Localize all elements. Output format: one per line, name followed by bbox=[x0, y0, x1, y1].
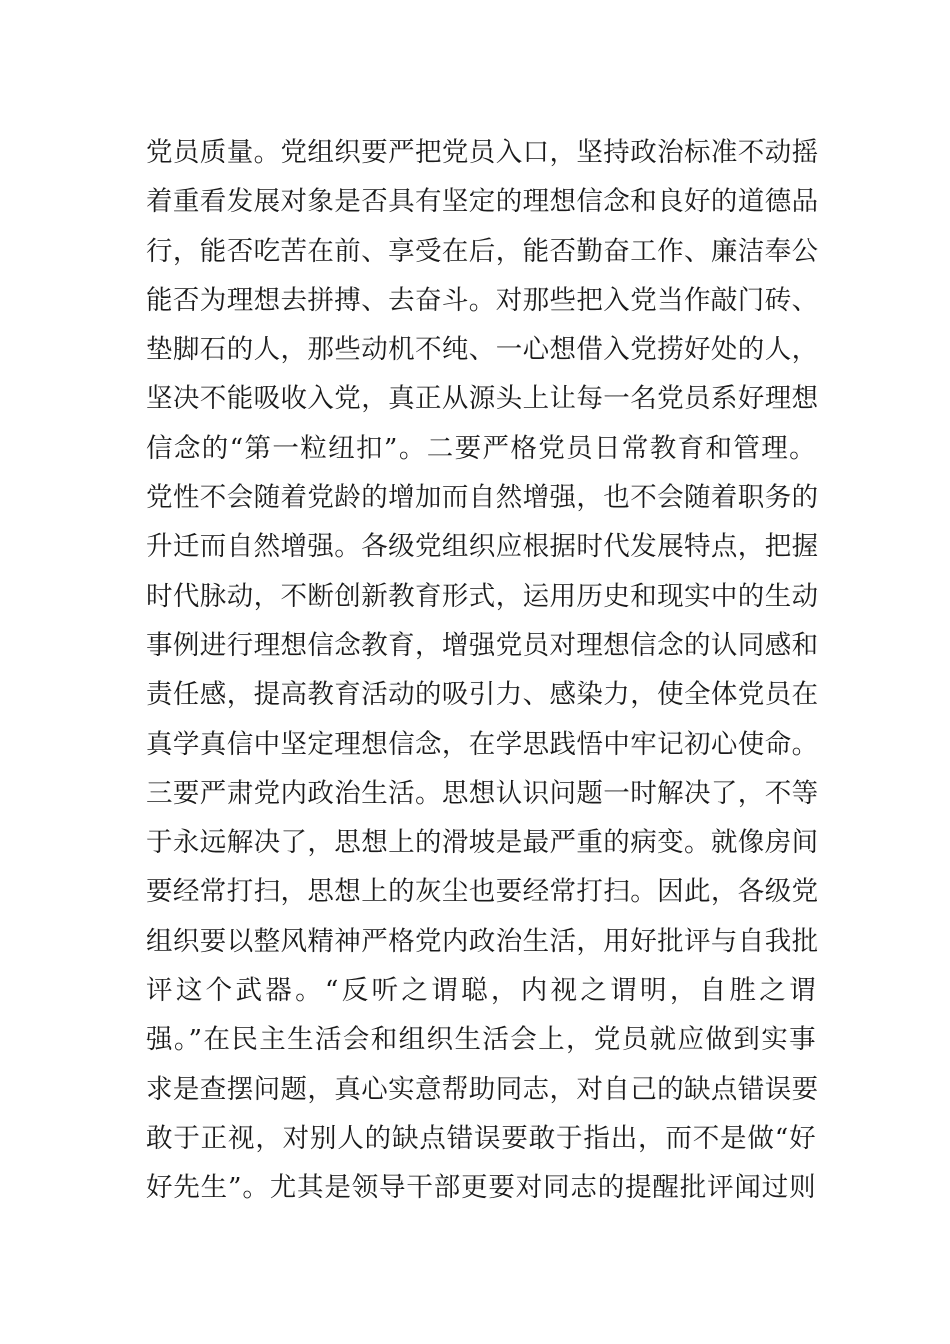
text-line: 好先生”。尤其是领导干部更要对同志的提醒批评闻过则 bbox=[146, 1172, 816, 1204]
text-line: 坚决不能吸收入党，真正从源头上让每一名党员系好理想 bbox=[146, 383, 819, 415]
body-text bbox=[146, 128, 819, 1213]
text-line: 求是查摆问题，真心实意帮助同志，对自己的缺点错误要 bbox=[146, 1073, 819, 1105]
text-line: 三要严肃党内政治生活。思想认识问题一时解决了，不等 bbox=[146, 777, 819, 809]
text-line: 组织要以整风精神严格党内政治生活，用好批评与自我批 bbox=[146, 925, 819, 957]
text-line: 要经常打扫，思想上的灰尘也要经常打扫。因此，各级党 bbox=[146, 876, 819, 908]
text-line: 能否为理想去拼搏、去奋斗。对那些把入党当作敲门砖、 bbox=[146, 284, 819, 316]
text-line: 强。”在民主生活会和组织生活会上，党员就应做到实事 bbox=[146, 1024, 816, 1056]
text-line: 时代脉动，不断创新教育形式，运用历史和现实中的生动 bbox=[146, 580, 819, 612]
text-line: 着重看发展对象是否具有坚定的理想信念和良好的道德品 bbox=[146, 186, 819, 218]
text-line: 评这个武器。“反听之谓聪，内视之谓明，自胜之谓 bbox=[146, 975, 816, 1007]
text-line: 于永远解决了，思想上的滑坡是最严重的病变。就像房间 bbox=[146, 827, 819, 859]
text-line: 党性不会随着党龄的增加而自然增强，也不会随着职务的 bbox=[146, 482, 819, 514]
text-line: 事例进行理想信念教育，增强党员对理想信念的认同感和 bbox=[146, 629, 819, 661]
text-line: 垫脚石的人，那些动机不纯、一心想借入党捞好处的人， bbox=[146, 334, 819, 366]
text-line: 信念的“第一粒纽扣”。二要严格党员日常教育和管理。 bbox=[146, 432, 816, 464]
text-line: 真学真信中坚定理想信念，在学思践悟中牢记初心使命。 bbox=[146, 728, 819, 760]
text-line: 升迁而自然增强。各级党组织应根据时代发展特点，把握 bbox=[146, 531, 819, 563]
text-line: 行，能否吃苦在前、享受在后，能否勤奋工作、廉洁奉公 bbox=[146, 235, 819, 267]
text-line: 党员质量。党组织要严把党员入口，坚持政治标准不动摇 bbox=[146, 137, 819, 168]
text-line: 责任感，提高教育活动的吸引力、感染力，使全体党员在 bbox=[146, 679, 819, 711]
text-line: 敢于正视，对别人的缺点错误要敢于指出，而不是做“好 bbox=[146, 1122, 816, 1154]
